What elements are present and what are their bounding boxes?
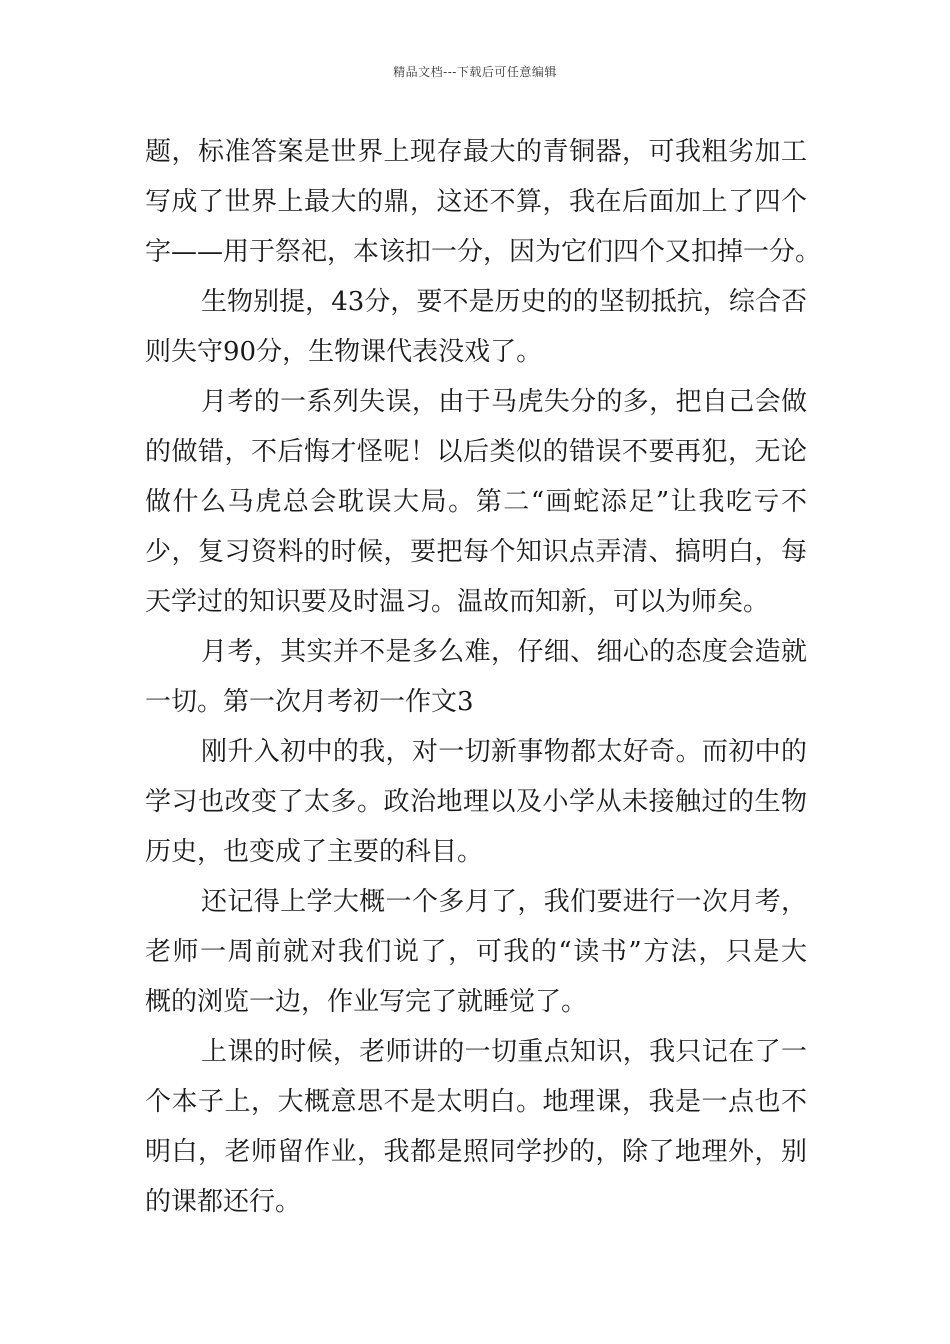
text-line: 个本子上，大概意思不是太明白。地理课，我是一点也不	[145, 1087, 807, 1117]
text-line: 老师一周前就对我们说了，可我的“读书”方法，只是大	[145, 937, 807, 967]
document-body	[145, 127, 822, 1227]
text-line: 则失守90分，生物课代表没戏了。	[145, 337, 543, 367]
text-line: 明白，老师留作业，我都是照同学抄的，除了地理外，别	[145, 1137, 807, 1167]
paragraph	[145, 277, 807, 377]
text-line: 做什么马虎总会耽误大局。第二“画蛇添足”让我吃亏不	[145, 487, 807, 517]
text-line: 生物别提，43分，要不是历史的的坚韧抵抗，综合否	[201, 287, 807, 317]
text-line: 一切。第一次月考初一作文3	[145, 687, 474, 717]
paragraph	[145, 127, 822, 277]
text-line: 字——用于祭祀，本该扣一分，因为它们四个又扣掉一分。	[145, 237, 822, 267]
text-line: 上课的时候，老师讲的一切重点知识，我只记在了一	[201, 1037, 807, 1067]
text-line: 学习也改变了太多。政治地理以及小学从未接触过的生物	[145, 787, 807, 817]
text-line: 月考的一系列失误，由于马虎失分的多，把自己会做	[201, 387, 807, 417]
paragraph	[145, 1027, 807, 1227]
paragraph	[145, 727, 807, 877]
text-line: 概的浏览一边，作业写完了就睡觉了。	[145, 987, 588, 1017]
text-line: 的课都还行。	[145, 1187, 302, 1217]
text-line: 的做错，不后悔才怪呢！以后类似的错误不要再犯，无论	[145, 437, 807, 467]
text-line: 历史，也变成了主要的科目。	[145, 837, 484, 867]
page-header: 精品文档---下载后可任意编辑	[393, 65, 557, 79]
paragraph	[145, 627, 807, 727]
text-line: 刚升入初中的我，对一切新事物都太好奇。而初中的	[201, 737, 807, 767]
paragraph	[145, 377, 807, 627]
paragraph	[145, 877, 807, 1027]
text-line: 还记得上学大概一个多月了，我们要进行一次月考，	[201, 887, 807, 917]
text-line: 写成了世界上最大的鼎，这还不算，我在后面加上了四个	[145, 187, 807, 217]
text-line: 天学过的知识要及时温习。温故而知新，可以为师矣。	[145, 587, 770, 617]
text-line: 题，标准答案是世界上现存最大的青铜器，可我粗劣加工	[145, 137, 807, 167]
text-line: 月考，其实并不是多么难，仔细、细心的态度会造就	[201, 637, 807, 667]
text-line: 少，复习资料的时候，要把每个知识点弄清、搞明白，每	[145, 537, 807, 567]
